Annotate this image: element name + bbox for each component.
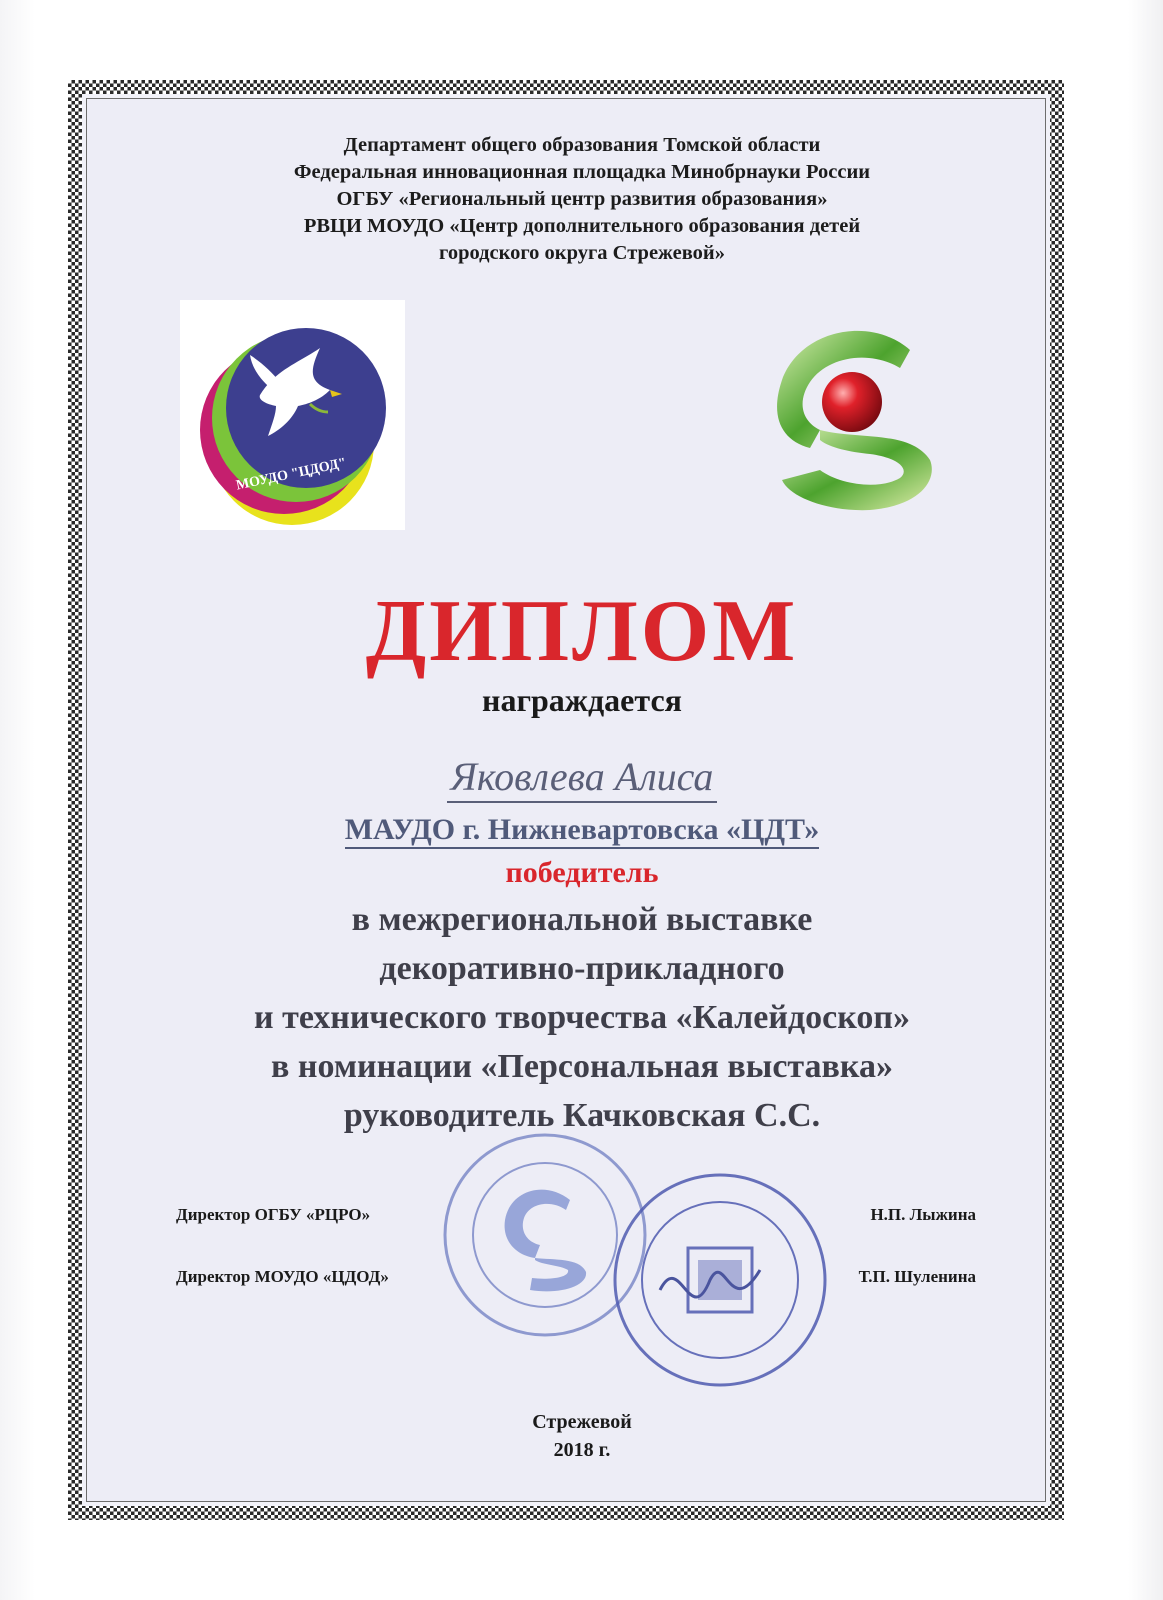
description-line: в межрегиональной выставке: [351, 901, 813, 938]
award-description: [100, 895, 1064, 1140]
diploma-title: ДИПЛОМ: [365, 583, 799, 680]
header-line: РВЦИ МОУДО «Центр дополнительного образования детей: [303, 215, 861, 237]
footer-year: 2018 г.: [553, 1439, 611, 1461]
signature-row: [176, 1267, 976, 1329]
header-line: Департамент общего образования Томской области: [343, 134, 821, 156]
rcro-emblem-icon: [760, 320, 950, 520]
award-status: победитель: [505, 856, 659, 889]
description-line: декоративно-прикладного: [379, 950, 785, 987]
header-line: Федеральная инновационная площадка Минобрнауки России: [293, 161, 871, 183]
header-line: городского округа Стрежевой»: [439, 242, 725, 264]
description-line: в номинации «Персональная выставка»: [271, 1048, 893, 1085]
signatory-name: Т.П. Шуленина: [858, 1267, 976, 1286]
signatory-position: Директор МОУДО «ЦДОД»: [176, 1267, 389, 1286]
signature-row: [176, 1205, 976, 1267]
header-line: ОГБУ «Региональный центр развития образования»: [336, 188, 828, 210]
rcro-logo: [760, 320, 950, 520]
awarded-label: награждается: [482, 682, 682, 718]
description-line: и технического творчества «Калейдоскоп»: [254, 999, 910, 1036]
recipient-name-wrap: [100, 752, 1064, 802]
logo-text: МОУДО "ЦДОД": [234, 455, 348, 494]
recipient-name: Яковлева Алиса: [447, 754, 718, 803]
signatory-name: Н.П. Лыжина: [870, 1205, 976, 1224]
moudo-cdod-logo: [180, 300, 405, 530]
signatory-position: Директор ОГБУ «РЦРО»: [176, 1205, 371, 1224]
footer: [100, 1408, 1064, 1464]
recipient-organization: МАУДО г. Нижневартовска «ЦДТ»: [345, 813, 820, 849]
dove-logo-icon: [180, 300, 405, 530]
description-line: руководитель Качковская С.С.: [343, 1097, 821, 1134]
issuer-header: [100, 132, 1064, 267]
signatures-block: [176, 1205, 976, 1329]
footer-city: Стрежевой: [532, 1411, 632, 1433]
organization-wrap: [100, 810, 1064, 850]
